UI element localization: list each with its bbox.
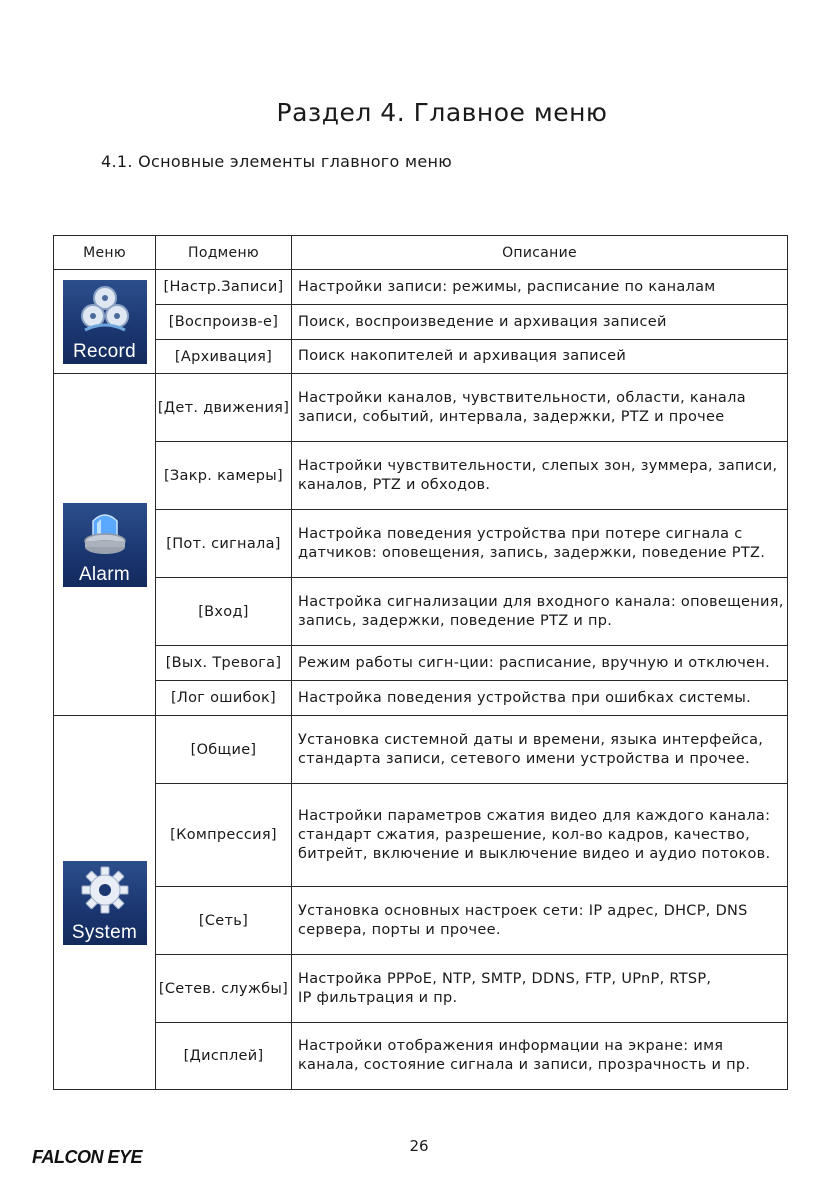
menu-cell-system [54, 716, 156, 1090]
submenu-archive: [Архивация] [156, 340, 292, 374]
table-row [54, 270, 788, 305]
desc-line: Установка основных настроек сети: IP адрес, DHCP, DNS [298, 902, 748, 919]
submenu-network: [Сеть] [156, 887, 292, 955]
desc-motion-detect [292, 374, 788, 442]
desc-line: Настройка поведения устройства при потере сигнала с [298, 525, 743, 542]
desc-line: битрейт, включение и выключение видео и аудио потоков. [298, 845, 771, 862]
header-submenu: Подменю [156, 236, 292, 270]
submenu-general: [Общие] [156, 716, 292, 784]
desc-record-settings: Настройки записи: режимы, расписание по каналам [292, 270, 788, 305]
desc-line: датчиков: оповещения, запись, задержки, поведение PTZ. [298, 544, 766, 561]
system-icon-label: System [71, 921, 138, 943]
desc-general [292, 716, 788, 784]
main-menu-table [53, 235, 788, 1090]
submenu-camera-blind: [Закр. камеры] [156, 442, 292, 510]
desc-line: записи, событий, интервала, задержки, PTZ и прочее [298, 408, 725, 425]
desc-compression [292, 784, 788, 887]
gear-icon [63, 865, 147, 919]
desc-archive: Поиск накопителей и архивация записей [292, 340, 788, 374]
system-icon [63, 861, 147, 945]
table-row [54, 305, 788, 340]
page-title: Раздел 4. Главное меню [276, 98, 608, 127]
submenu-net-services: [Сетев. службы] [156, 955, 292, 1023]
brand-first: FALCON [32, 1147, 103, 1167]
desc-line: Установка системной даты и времени, языка интерфейса, [298, 731, 764, 748]
table-row [54, 442, 788, 510]
desc-line: Настройка PPPoE, NTP, SMTP, DDNS, FTP, UPnP, RTSP, [298, 970, 712, 987]
table-row [54, 1023, 788, 1090]
submenu-alarm-input: [Вход] [156, 578, 292, 646]
table-row [54, 646, 788, 681]
submenu-playback: [Воспроизв-е] [156, 305, 292, 340]
desc-line: IP фильтрация и пр. [298, 989, 458, 1006]
brand-second: EYE [107, 1147, 143, 1167]
table-row [54, 955, 788, 1023]
header-menu: Меню [54, 236, 156, 270]
table-row [54, 578, 788, 646]
table-row [54, 716, 788, 784]
desc-line: сервера, порты и прочее. [298, 921, 501, 938]
page-number: 26 [409, 1137, 429, 1155]
table-row [54, 510, 788, 578]
desc-line: Настройки параметров сжатия видео для каждого канала: [298, 807, 771, 824]
header-description: Описание [292, 236, 788, 270]
submenu-video-loss: [Пот. сигнала] [156, 510, 292, 578]
table-row [54, 681, 788, 716]
desc-playback: Поиск, воспроизведение и архивация записей [292, 305, 788, 340]
submenu-record-settings: [Настр.Записи] [156, 270, 292, 305]
table-row [54, 887, 788, 955]
alarm-icon-label: Alarm [78, 563, 131, 585]
table-row [54, 374, 788, 442]
desc-alarm-input [292, 578, 788, 646]
desc-line: стандарт сжатия, разрешение, кол-во кадров, качество, [298, 826, 750, 843]
submenu-compression: [Компрессия] [156, 784, 292, 887]
desc-camera-blind [292, 442, 788, 510]
section-subtitle: 4.1. Основные элементы главного меню [101, 152, 453, 171]
submenu-error-log: [Лог ошибок] [156, 681, 292, 716]
table-header-row [54, 236, 788, 270]
desc-video-loss [292, 510, 788, 578]
submenu-display: [Дисплей] [156, 1023, 292, 1090]
desc-line: канала, состояние сигнала и записи, прозрачность и пр. [298, 1057, 751, 1073]
table-row [54, 340, 788, 374]
desc-line: Настройки отображения информации на экране: имя [298, 1038, 724, 1054]
submenu-motion-detect: [Дет. движения] [156, 374, 292, 442]
brand-logo [32, 1147, 142, 1168]
menu-cell-alarm [54, 374, 156, 716]
desc-display [292, 1023, 788, 1090]
desc-net-services [292, 955, 788, 1023]
desc-line: запись, задержки, поведение PTZ и пр. [298, 612, 613, 629]
desc-network [292, 887, 788, 955]
menu-cell-record [54, 270, 156, 374]
table-row [54, 784, 788, 887]
desc-alarm-output: Режим работы сигн-ции: расписание, вручную и отключен. [292, 646, 788, 681]
record-icon-label: Record [72, 340, 137, 362]
desc-line: Настройки чувствительности, слепых зон, зуммера, записи, [298, 457, 778, 474]
submenu-alarm-output: [Вых. Тревога] [156, 646, 292, 681]
record-icon [63, 280, 147, 364]
desc-line: каналов, PTZ и обходов. [298, 476, 491, 493]
desc-line: стандарта записи, сетевого имени устройства и прочее. [298, 750, 750, 767]
desc-error-log: Настройка поведения устройства при ошибках системы. [292, 681, 788, 716]
alarm-icon [63, 503, 147, 587]
desc-line: Настройки каналов, чувствительности, области, канала [298, 389, 746, 406]
desc-line: Настройка сигнализации для входного канала: оповещения, [298, 593, 784, 610]
